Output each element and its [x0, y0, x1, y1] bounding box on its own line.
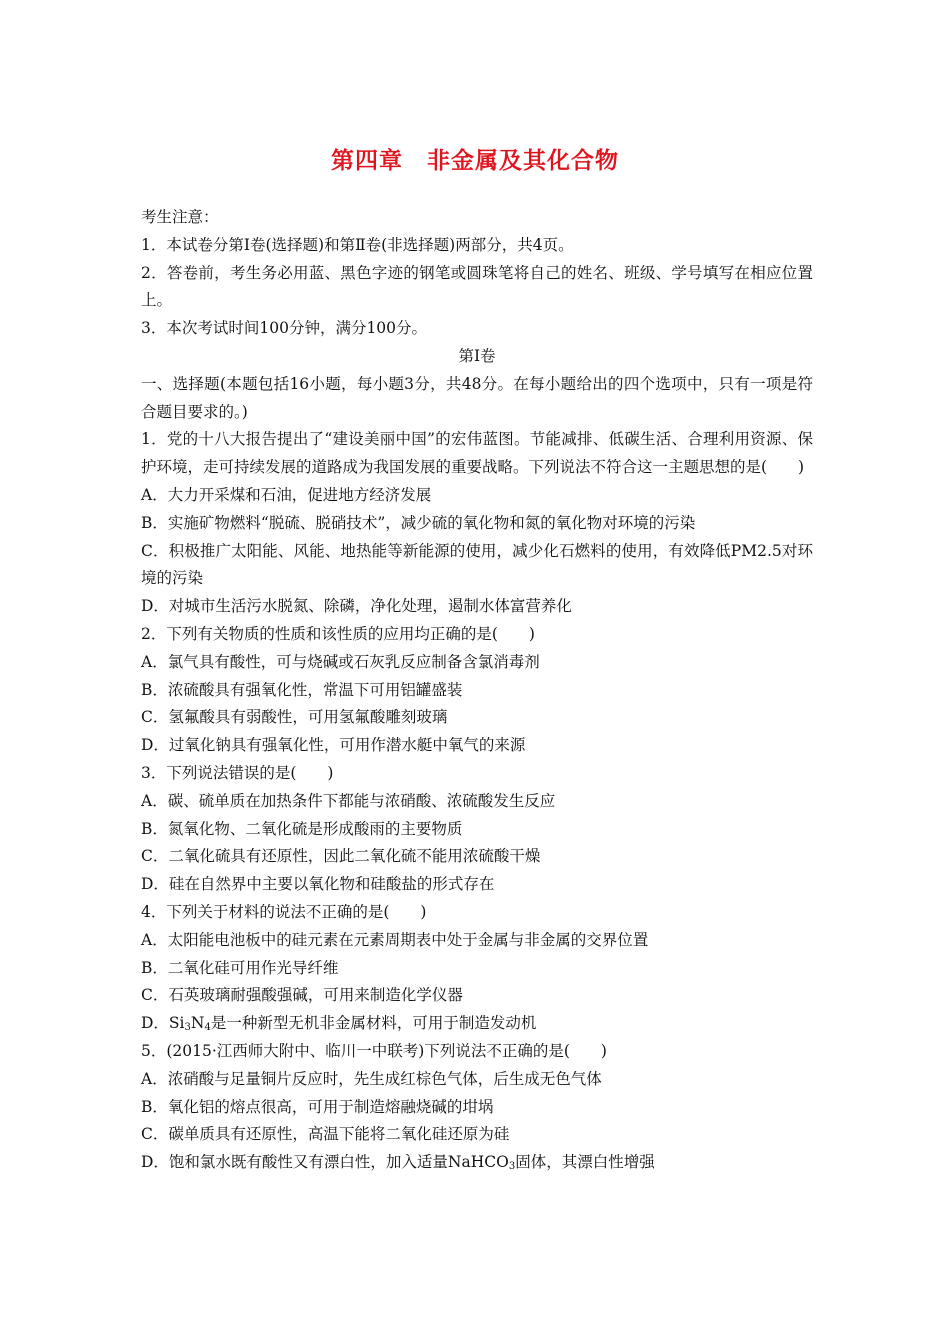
notice-heading: 考生注意：	[141, 208, 219, 226]
chapter-title: 第四章 非金属及其化合物	[331, 148, 619, 174]
question-stem: 3．下列说法错误的是( )	[141, 763, 334, 782]
option-c: C．积极推广太阳能、风能、地热能等新能源的使用，减少化石燃料的使用，有效降低PM2.5对环境的污染	[141, 541, 813, 588]
option-a: A．大力开采煤和石油，促进地方经济发展	[141, 485, 432, 504]
option-b: B．氮氧化物、二氧化硫是形成酸雨的主要物质	[141, 819, 463, 838]
option-a: A．太阳能电池板中的硅元素在元素周期表中处于金属与非金属的交界位置	[141, 930, 649, 949]
exam-content	[141, 204, 813, 1177]
option-b: B．实施矿物燃料“脱硫、脱硝技术”，减少硫的氧化物和氮的氧化物对环境的污染	[141, 513, 696, 532]
option-a: A．碳、硫单质在加热条件下都能与浓硝酸、浓硫酸发生反应	[141, 791, 556, 810]
option-d-prefix: D．Si	[141, 1014, 185, 1033]
question-stem: 5．(2015·江西师大附中、临川一中联考)下列说法不正确的是( )	[141, 1041, 607, 1060]
subscript: 4	[204, 1022, 211, 1034]
option-c: C．石英玻璃耐强酸强碱，可用来制造化学仪器	[141, 986, 463, 1005]
option-c: C．氢氟酸具有弱酸性，可用氢氟酸雕刻玻璃	[141, 708, 448, 727]
option-d-prefix: D．饱和氯水既有酸性又有漂白性，加入适量NaHCO	[141, 1153, 509, 1172]
option-b: B．二氧化硅可用作光导纤维	[141, 958, 339, 977]
option-a: A．浓硝酸与足量铜片反应时，先生成红棕色气体，后生成无色气体	[141, 1069, 602, 1088]
question-stem: 1．党的十八大报告提出了“建设美丽中国”的宏伟蓝图。节能减排、低碳生活、合理利用资源、保护环境，走可持续发展的道路成为我国发展的重要战略。下列说法不符合这一主题思想的是( )	[141, 430, 813, 477]
subscript: 3	[184, 1022, 191, 1034]
option-c: C．二氧化硫具有还原性，因此二氧化硫不能用浓硫酸干燥	[141, 847, 541, 866]
section-title: 第Ⅰ卷	[458, 346, 496, 365]
option-d	[141, 1010, 813, 1038]
question-stem: 2．下列有关物质的性质和该性质的应用均正确的是( )	[141, 624, 535, 643]
option-a: A．氯气具有酸性，可与烧碱或石灰乳反应制备含氯消毒剂	[141, 652, 540, 671]
option-d: D．对城市生活污水脱氮、除磷，净化处理，遏制水体富营养化	[141, 597, 572, 616]
notice-item: 3．本次考试时间100分钟，满分100分。	[141, 319, 428, 338]
option-d-suffix: 是一种新型无机非金属材料，可用于制造发动机	[210, 1014, 537, 1033]
formula-part: N	[190, 1014, 205, 1033]
notice-item: 2．答卷前，考生务必用蓝、黑色字迹的钢笔或圆珠笔将自己的姓名、班级、学号填写在相应位置上。	[141, 263, 813, 310]
option-c: C．碳单质具有还原性，高温下能将二氧化硅还原为硅	[141, 1125, 510, 1144]
part-intro: 一、选择题(本题包括16小题，每小题3分，共48分。在每小题给出的四个选项中，只有一项是符合题目要求的。)	[141, 374, 813, 421]
notice-item: 1．本试卷分第Ⅰ卷(选择题)和第Ⅱ卷(非选择题)两部分，共4页。	[141, 235, 574, 254]
option-b: B．浓硫酸具有强氧化性，常温下可用铝罐盛装	[141, 680, 463, 699]
option-d: D．硅在自然界中主要以氧化物和硅酸盐的形式存在	[141, 875, 495, 894]
option-d	[141, 1149, 813, 1177]
option-d-suffix: 固体，其漂白性增强	[515, 1153, 655, 1172]
subscript: 3	[508, 1161, 516, 1173]
option-d: D．过氧化钠具有强氧化性，可用作潜水艇中氧气的来源	[141, 736, 526, 755]
question-stem: 4．下列关于材料的说法不正确的是( )	[141, 902, 427, 921]
option-b: B．氧化铝的熔点很高，可用于制造熔融烧碱的坩埚	[141, 1097, 494, 1116]
